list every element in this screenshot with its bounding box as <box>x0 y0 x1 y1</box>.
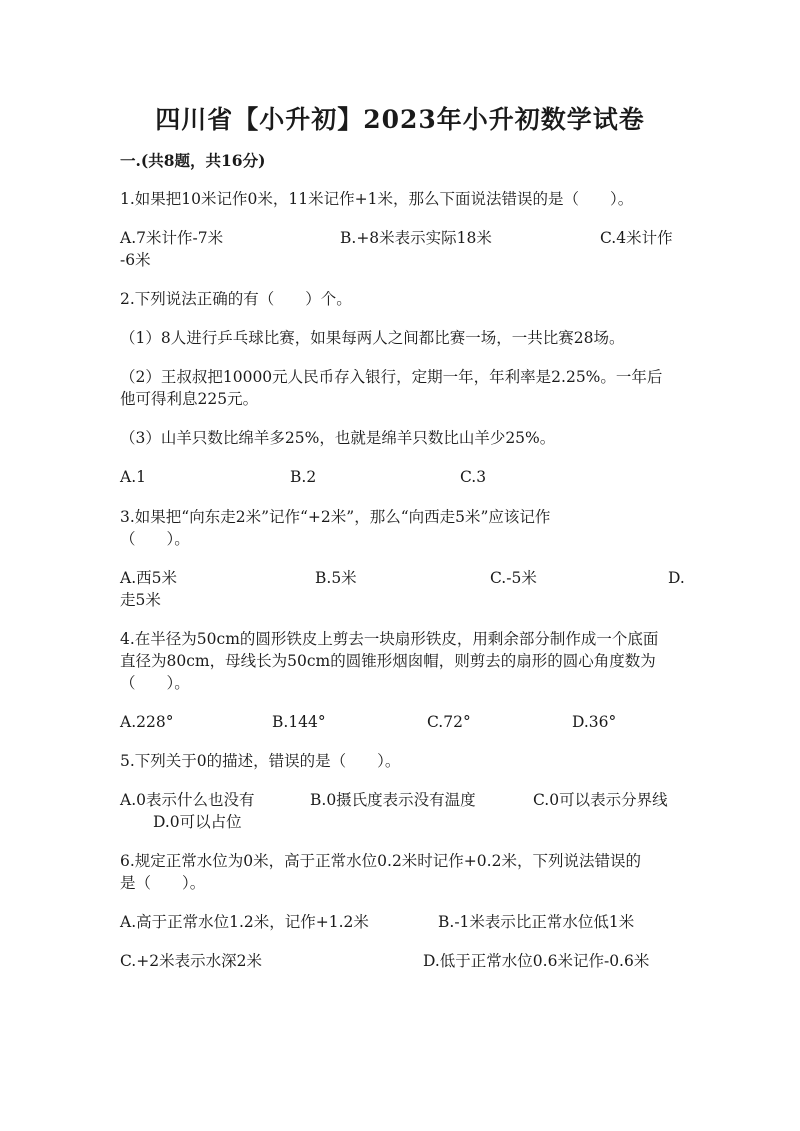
q4-stem: 4.在半径为50cm的圆形铁皮上剪去一块扇形铁皮，用剩余部分制作成一个底面 <box>120 630 659 648</box>
q6-option-a: A.高于正常水位1.2米，记作+1.2米 <box>120 913 369 931</box>
q6-option-c: C.+2米表示水深2米 <box>120 952 262 970</box>
q3-option-b: B.5米 <box>315 569 357 587</box>
q2-statement-3: （3）山羊只数比绵羊多25%，也就是绵羊只数比山羊少25%。 <box>120 429 556 447</box>
page-title: 四川省【小升初】2023年小升初数学试卷 <box>155 105 645 134</box>
q6-stem: 6.规定正常水位为0米，高于正常水位0.2米时记作+0.2米，下列说法错误的 <box>120 852 641 870</box>
q5-option-c: C.0可以表示分界线 <box>533 791 668 809</box>
q4-option-c: C.72° <box>427 713 471 731</box>
q6-option-b: B.-1米表示比正常水位低1米 <box>438 913 635 931</box>
q5-option-b: B.0摄氏度表示没有温度 <box>310 791 476 809</box>
q4-option-d: D.36° <box>572 713 617 731</box>
q3-stem: 3.如果把“向东走2米”记作“+2米”，那么“向西走5米”应该记作 <box>120 508 551 526</box>
q4-option-a: A.228° <box>120 713 174 731</box>
q3-option-a: A.西5米 <box>120 569 177 587</box>
q5-stem: 5.下列关于0的描述，错误的是（ ）。 <box>120 752 401 770</box>
q1-stem: 1.如果把10米记作0米，11米记作+1米，那么下面说法错误的是（ ）。 <box>120 190 634 208</box>
q1-option-a: A.7米计作-7米 <box>120 229 224 247</box>
q3-option-d: D. <box>668 569 685 587</box>
q1-option-b: B.+8米表示实际18米 <box>340 229 492 247</box>
q2-option-c: C.3 <box>460 468 487 486</box>
q2-statement-2: （2）王叔叔把10000元人民币存入银行，定期一年，年利率是2.25%。一年后 <box>120 368 663 386</box>
q6-option-d: D.低于正常水位0.6米记作-0.6米 <box>423 952 650 970</box>
q6-stem-continued: 是（ ）。 <box>120 874 206 892</box>
q3-stem-continued: （ ）。 <box>120 530 190 548</box>
section-heading: 一.(共8题，共16分) <box>120 151 266 170</box>
q1-option-c-continued: -6米 <box>120 251 151 269</box>
q4-stem-line-2: 直径为80cm，母线长为50cm的圆锥形烟囱帽，则剪去的扇形的圆心角度数为 <box>120 652 656 670</box>
q3-option-d-continued: 走5米 <box>120 591 161 609</box>
q5-option-a: A.0表示什么也没有 <box>120 791 255 809</box>
q2-option-a: A.1 <box>120 468 146 486</box>
q2-statement-1: （1）8人进行乒乓球比赛，如果每两人之间都比赛一场，一共比赛28场。 <box>120 329 625 347</box>
q3-option-c: C.-5米 <box>490 569 537 587</box>
q4-stem-line-3: （ ）。 <box>120 674 190 692</box>
q1-option-c: C.4米计作 <box>600 229 673 247</box>
q4-option-b: B.144° <box>272 713 326 731</box>
q2-statement-2-continued: 他可得利息225元。 <box>120 390 259 408</box>
q5-option-d: D.0可以占位 <box>153 813 242 831</box>
q2-option-b: B.2 <box>290 468 317 486</box>
q2-stem: 2.下列说法正确的有（ ）个。 <box>120 290 352 308</box>
